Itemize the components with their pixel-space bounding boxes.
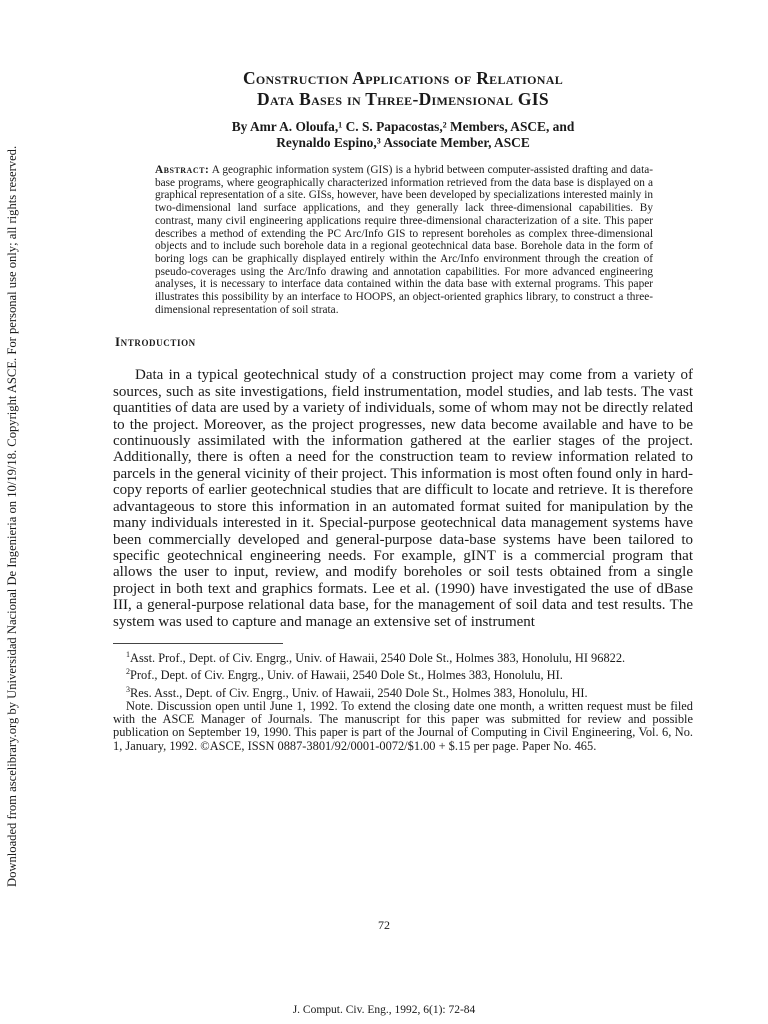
page-number: 72 bbox=[378, 918, 390, 932]
introduction-paragraph: Data in a typical geotechnical study of a construction project may come from a variety of sources, such as site investigations, field instrumentation, model studies, and lab tests. The vast quantities of data are used by a variety of individuals, some of whom may not be directly related to the project. Moreover, as the project progresses, new data become available and have to be continuously assimilated with the information gathered at the earlier stages of the project. Additionally, there is often a need for the construction team to review information related to parcels in the general vicinity of their project. This information is most often found only in hard-copy reports of earlier geotechnical studies that are difficult to locate and retrieve. It is therefore advantageous to store this information in an automated format suited for manipulation by the many individuals interested in it. Special-purpose geotechnical data management systems have been commercially developed and general-purpose data-base systems have been tailored to specific geotechnical engineering needs. For example, gINT is a commercial program that allows the user to input, review, and modify boreholes or soil tests obtained from a single project in both text and graphics formats. Lee et al. (1990) have investigated the use of dBase III, a general-purpose relational data base, for the management of soil data and test results. The system was used to capture and manage an extensive set of instrument bbox=[113, 367, 693, 630]
abstract-text: A geographic information system (GIS) is a hybrid between computer-assisted drafting and data-base programs, where geographically characterized information retrieved from the data base is displayed on a graphical representation of a site. GISs, however, have been developed by specializations interested mainly in two-dimensional land surface applications, and they generally lack three-dimensional capabilities. By contrast, many civil engineering applications require three-dimensional characterization of a site. This paper describes a method of extending the PC Arc/Info GIS to represent boreholes as complex three-dimensional objects and to include such borehole data in a regional geotechnical data base. Borehole data in the form of boring logs can be graphically displayed entirely within the Arc/Info environment through the creation of pseudo-coverages using the Arc/Info drawing and annotation capabilities. For more advanced engineering analyses, it is necessary to interface data contained within the data base with external programs. This paper illustrates this possibility by an interface to HOOPS, an object-oriented graphics library, to construct a three-dimensional representation of soil strata. bbox=[155, 164, 653, 316]
title-line-2: Data Bases in Three-Dimensional GIS bbox=[257, 89, 549, 109]
footnote-3 bbox=[113, 683, 693, 700]
title-line-1: Construction Applications of Relational bbox=[242, 68, 564, 88]
footnote-mark: 3 bbox=[126, 684, 130, 694]
paper-title bbox=[113, 68, 693, 110]
journal-citation: J. Comput. Civ. Eng., 1992, 6(1): 72-84 bbox=[292, 1004, 476, 1016]
footnote-text: Prof., Dept. of Civ. Engrg., Univ. of Hawaii, 2540 Dole St., Holmes 383, Honolulu, HI. bbox=[130, 668, 563, 683]
paper-page bbox=[113, 68, 693, 753]
section-heading-introduction: Introduction bbox=[115, 334, 196, 350]
footnote-1 bbox=[113, 648, 693, 665]
footnote-mark: 1 bbox=[126, 649, 130, 659]
footnote-text: Asst. Prof., Dept. of Civ. Engrg., Univ. of Hawaii, 2540 Dole St., Holmes 383, Honolulu, HI 96822. bbox=[130, 651, 626, 666]
footnotes bbox=[113, 648, 693, 753]
abstract-label: Abstract: bbox=[155, 164, 210, 176]
abstract bbox=[155, 164, 653, 316]
authors-line-2: Reynaldo Espino,³ Associate Member, ASCE bbox=[276, 134, 530, 150]
footnote-text: Res. Asst., Dept. of Civ. Engrg., Univ. of Hawaii, 2540 Dole St., Holmes 383, Honolulu, HI. bbox=[130, 685, 588, 700]
footnote-text: Note. Discussion open until June 1, 1992. To extend the closing date one month, a written request must be filed with the ASCE Manager of Journals. The manuscript for this paper was submitted for review and possible publication on September 19, 1990. This paper is part of the Journal of Computing in Civil Engineering, Vol. 6, No. 1, January, 1992. ©ASCE, ISSN 0887-3801/92/0001-0072/$1.00 + $.15 per page. Paper No. 465. bbox=[113, 698, 693, 753]
footnote-2 bbox=[113, 665, 693, 682]
footnote-divider bbox=[113, 643, 283, 644]
download-notice bbox=[2, 132, 24, 887]
footnote-note bbox=[113, 700, 693, 753]
footnote-mark: 2 bbox=[126, 667, 130, 677]
author-list bbox=[113, 119, 693, 150]
authors-line-1: By Amr A. Oloufa,¹ C. S. Papacostas,² Members, ASCE, and bbox=[231, 119, 575, 134]
download-notice-text: Downloaded from ascelibrary.org by Universidad Nacional De Ingenieria on 10/19/18. Copyright ASCE. For personal use only; all rights reserved. bbox=[5, 145, 19, 887]
